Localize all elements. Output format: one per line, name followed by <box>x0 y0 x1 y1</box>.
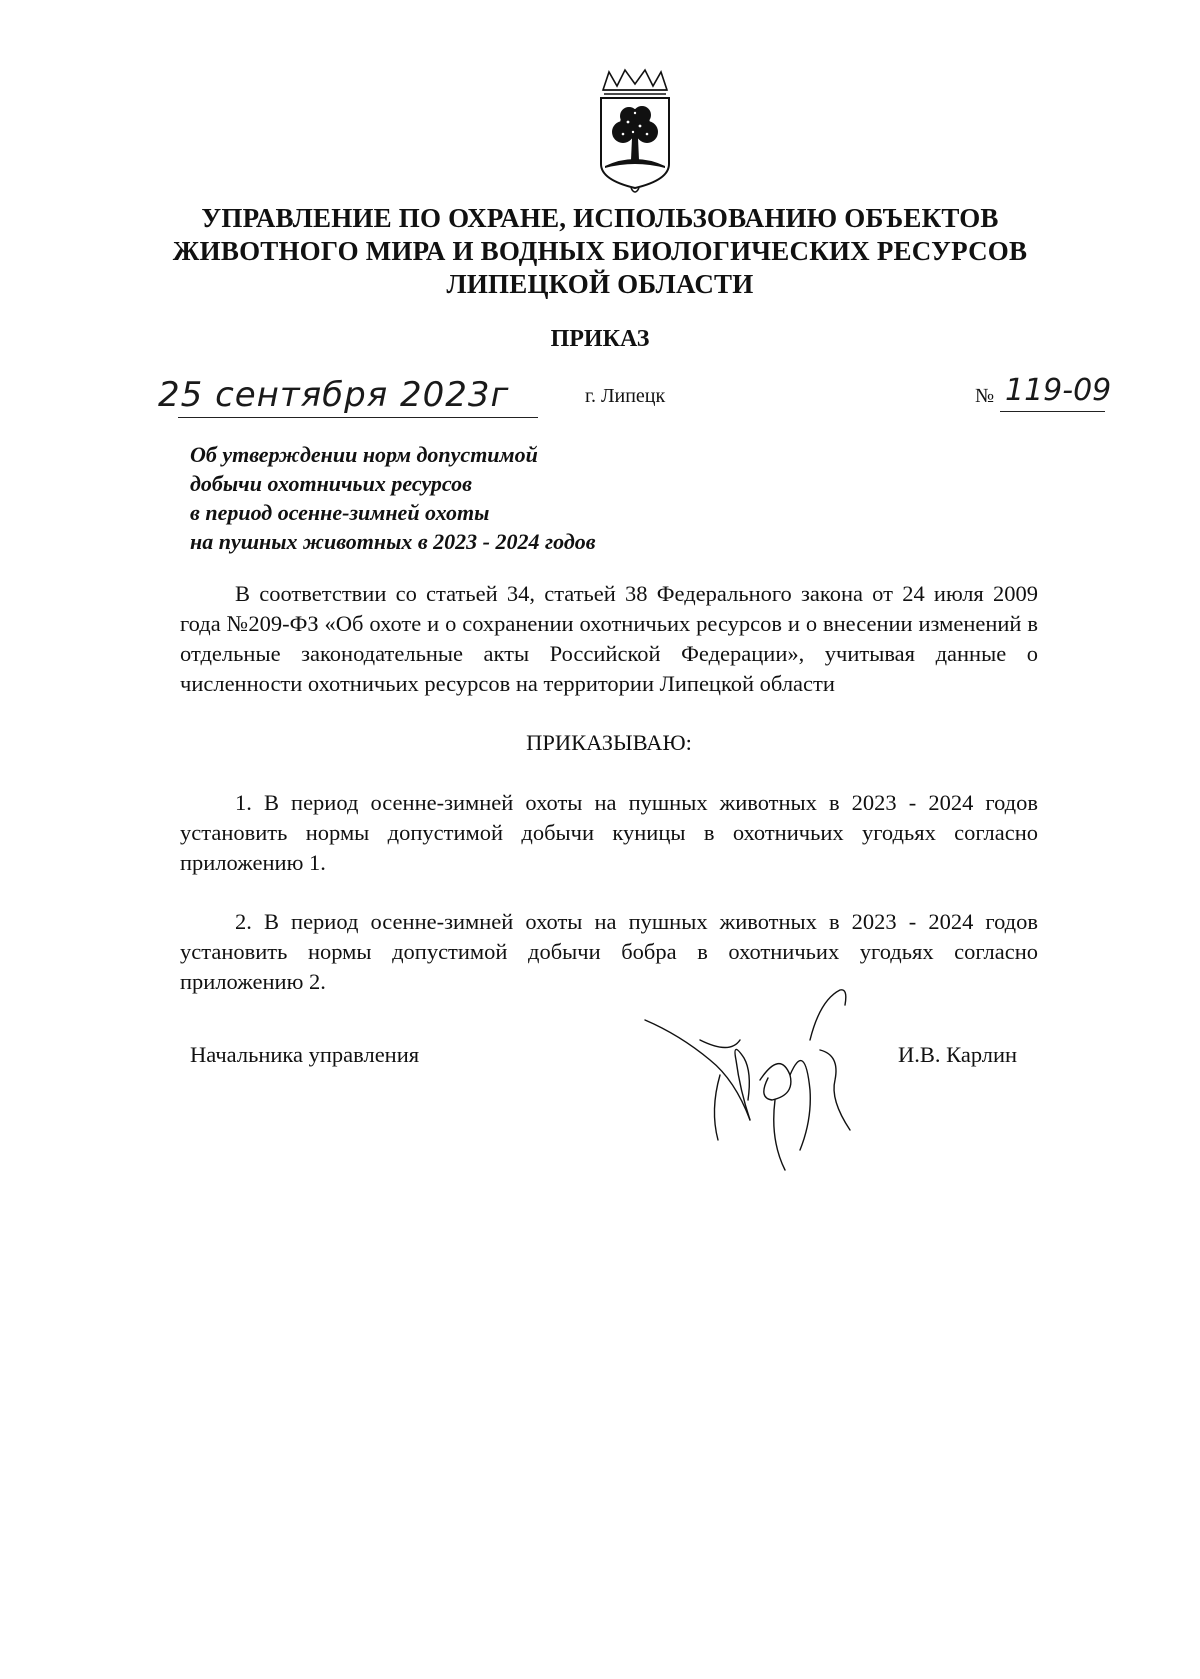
subject-line: добычи охотничьих ресурсов <box>190 471 472 496</box>
agency-title-line: УПРАВЛЕНИЕ ПО ОХРАНЕ, ИСПОЛЬЗОВАНИЮ ОБЪЕКТОВ <box>201 203 999 233</box>
order-item-2 <box>180 907 1038 997</box>
order-item-text: 1. В период осенне-зимней охоты на пушных животных в 2023 - 2024 годов установить нормы допустимой добычи куницы в охотничьих угодьях согласно приложению 1. <box>180 790 1038 875</box>
document-type: ПРИКАЗ <box>550 326 650 352</box>
signer-name: И.В. Карлин <box>898 1042 1018 1067</box>
preamble-paragraph <box>180 579 1038 699</box>
preamble-text: В соответствии со статьей 34, статьей 38 Федерального закона от 24 июля 2009 года №209-ФЗ «Об охоте и о сохранении охотничьих ресурсов и о внесении изменений в отдельные законодательные акты Российской Федерации», учитывая данные о численности охотничьих ресурсов на территории Липецкой области <box>180 581 1038 696</box>
agency-title-line: ЖИВОТНОГО МИРА И ВОДНЫХ БИОЛОГИЧЕСКИХ РЕСУРСОВ <box>172 236 1028 266</box>
number-label: № <box>975 385 995 407</box>
subject-line: Об утверждении норм допустимой <box>190 442 538 467</box>
order-word: ПРИКАЗЫВАЮ: <box>526 730 692 755</box>
order-subject <box>190 440 790 556</box>
handwritten-signature-icon <box>640 980 870 1180</box>
handwritten-number: 119-09 <box>1005 373 1112 408</box>
handwritten-date: 25 сентября 2023г <box>158 375 510 415</box>
coat-of-arms-icon <box>595 68 675 200</box>
agency-title-line: ЛИПЕЦКОЙ ОБЛАСТИ <box>446 269 754 299</box>
signer-title: Начальника управления <box>190 1042 420 1067</box>
subject-line: на пушных животных в 2023 - 2024 годов <box>190 529 596 554</box>
number-underline <box>1000 411 1105 412</box>
city-label: г. Липецк <box>585 385 666 407</box>
subject-line: в период осенне-зимней охоты <box>190 500 490 525</box>
agency-title <box>150 202 1050 301</box>
date-number-line <box>150 373 1112 435</box>
date-underline <box>178 417 538 419</box>
order-item-1 <box>180 788 1038 878</box>
order-item-text: 2. В период осенне-зимней охоты на пушных животных в 2023 - 2024 годов установить нормы допустимой добычи бобра в охотничьих угодьях согласно приложению 2. <box>180 909 1038 994</box>
